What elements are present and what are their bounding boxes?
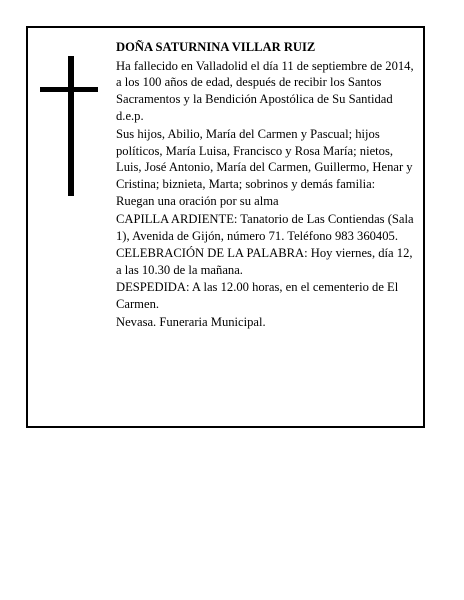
obituary-notice xyxy=(26,26,425,428)
prayer-request: Ruegan una oración por su alma xyxy=(116,194,279,209)
funeral-chapel-info: CAPILLA ARDIENTE: Tanatorio de Las Contiendas (Sala 1), Avenida de Gijón, número 71. Teléfono 983 360405. xyxy=(116,211,414,243)
funeral-home: Nevasa. Funeraria Municipal. xyxy=(116,314,266,329)
service-info: CELEBRACIÓN DE LA PALABRA: Hoy viernes, día 12, a las 10.30 de la mañana. xyxy=(116,246,413,277)
cross-horizontal-bar xyxy=(40,87,98,92)
cross-vertical-bar xyxy=(68,56,74,196)
death-announcement: Ha fallecido en Valladolid el día 11 de septiembre de 2014, a los 100 años de edad, después de recibir los Santos Sacramentos y la Bendición Apostólica de Su Santidad xyxy=(116,58,414,106)
rip-abbreviation: d.e.p. xyxy=(116,109,144,124)
family-list: Sus hijos, Abilio, María del Carmen y Pascual; hijos políticos, María Luisa, Francisco y Rosa María; nietos, Luis, José Antonio, María del Carmen, Guillermo, Henar y Cristina; biznieta, Marta; sobrinos y demás familia: xyxy=(116,126,413,191)
deceased-name: DOÑA SATURNINA VILLAR RUIZ xyxy=(116,40,316,54)
farewell-info: DESPEDIDA: A las 12.00 horas, en el cementerio de El Carmen. xyxy=(116,280,399,311)
notice-text xyxy=(116,39,416,331)
